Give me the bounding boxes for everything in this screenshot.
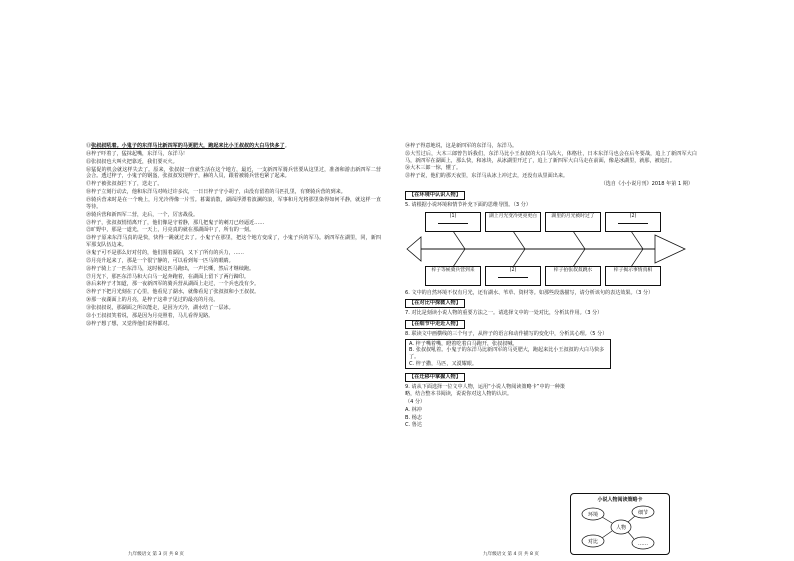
story-end-paragraph-2: ㉟大雪过后，大木三郎曾告诉我们，东洋马比小王叔叔的大白马高大，体格壮，日本东洋马也会在后冬要战，追上了新四军大白马，新四军在湖面上，那么快，和冰块，从冰湖里开过了，追上了新四军大白马走在前面，像是冰湖里，就那，被追打。: [405, 150, 697, 164]
question-5: 5. 请根据小说环境和情节补充下面的思维导图。（3 分）: [405, 201, 531, 208]
fish-tail: [407, 237, 421, 261]
story-paragraph-12: ㉔鬼子可不是那么好对付的，他们围着湖泊，又下了所有的兵力，……: [86, 249, 244, 256]
story-paragraph-1: ⑬张叔叔吼着。小鬼子的东洋马比新四军的马更肥大，跑起来比小王叔叔的大白马快多了。: [86, 143, 290, 149]
story-paragraph-2: ⑭梓子吓着了，猛抹起嘴，东洋马，东洋马！: [86, 150, 188, 157]
story-paragraph-4: ⑯猛促的机会就这样失去了。原来，张叔叔一直就生活在这个地方，最近，一支新四军骑兵营要从这里过，准备和游击新四军二营会合。透过梓子，小鬼子的钢盔，张叔叔发现梓子，赫的人员，跟着被骑兵营也紧了起来。: [86, 166, 381, 180]
story-end-paragraphs: [405, 143, 697, 180]
question-9: 9. 请从下面选择一位文中人物，运用“小说人物阅读策略卡”中的一种策略，结合整本书阅读，说说你对这人物的认识。: [405, 384, 565, 397]
story-paragraph-20: ㉜小王叔叔笑着说，那是因为月亮照着，马儿看得见路。: [86, 313, 214, 320]
source-citation: （选自《小小说月刊》2018 年第 1 期）: [600, 181, 693, 188]
question-9-score: （4 分）: [405, 398, 426, 405]
fish-box-bottom-4: 梓子揭示事情真相: [605, 266, 661, 286]
story-paragraph-10: ㉒旷野中，那是一道光，一天上，月亮真的就在那湖面中了，所有的一刻。: [86, 227, 255, 234]
fish-box-bottom-3: 梓子拍张叔叔跳水: [545, 266, 601, 286]
section-environment: 【在环境中认识人物】: [405, 191, 465, 200]
story-end-paragraph-1: ㉞梓子得意地说，这是新四军的东洋马，东洋马。: [405, 143, 518, 149]
fish-box-top-4: (2): [605, 212, 661, 232]
q9-option-a: A. 林冲: [405, 406, 422, 413]
story-end-paragraph-3: ㊱大木三郎一惊，懂了。: [405, 165, 462, 172]
story-paragraph-14: ㉖梓子骑上了一匹东洋马，这时候这匹马跑出，一声长嘶，然后才继续跑。: [86, 265, 255, 272]
card-node-1: 环境: [587, 512, 599, 518]
q9-option-b: B. 杨志: [405, 414, 422, 421]
story-paragraph-17: ㉙梓子下把月光刻在了心里，他看见了湖水，就像看见了张叔叔和小王叔叔。: [86, 289, 260, 296]
question-7: 7. 对比是刻读小说人物的重要方法之一。请选择文中的一处对比，分析其作用。（3 分）: [405, 310, 603, 317]
section-transfer: 【在迁移中掌握人物】: [405, 373, 465, 382]
story-paragraph-11: ㉓梓子原来东洋马真的是快，快得一跳就过去了。小鬼子在那里，把这个地方变成了，小鬼子兵的军马。新四军在湖里，同，新四军那支队伍边来。: [86, 235, 381, 249]
strategy-card-diagram: [571, 503, 671, 555]
story-paragraph-6: ⑱梓子立刻行动去，他和东洋马对峙过许多次，一日日梓子守小胡子，由没有留着的马匹扎里，有赛骑兵营的到来。: [86, 189, 346, 196]
left-footer: 九年级语文 第 3 页 共 8 页: [128, 552, 184, 557]
strategy-card: [570, 493, 670, 555]
story-paragraph-9: ㉑梓子，张叔叔悄悄离开了，他们像是守着静，那几把鬼子的刺刀已经逼近……: [86, 219, 265, 226]
story-paragraph-16: ㉘后来梓子才知道，那一夜新四军的骑兵营从湖面上走过，一个兵也没有少。: [86, 281, 260, 288]
q8-option-c: C. 梓子撒，马匹，又漠耀眼。: [409, 360, 477, 367]
question-6: 6. 文中的自然环境不仅有月光，还有湖水、苇草、资材等。如那些段落描写，请分析该句的表达效果。（3 分）: [405, 289, 654, 296]
story-paragraph-13: ㉕月亮升起来了，那是一个很宁静的，可以看到每一匹马的眼睛。: [86, 257, 234, 264]
card-node-3: 对比: [587, 539, 599, 545]
fish-box-bottom-2: (2): [485, 266, 541, 286]
question-8: 8. 联读文中画横线的三个句子，从梓子的语言和动作描写的变化中，分析其心理。（5 分）: [405, 330, 608, 337]
q9-option-c: C. 鲁达: [405, 422, 422, 429]
right-page: [397, 0, 794, 561]
fish-head: [655, 235, 685, 263]
left-text-column: [86, 143, 381, 329]
fish-box-top-2: 湖上月光变冷更亮更白: [485, 212, 541, 232]
story-end-paragraph-4: ㊲梓子说，他们的那天夜里，东洋马从冰上冲过去，还没有从里面出来。: [405, 173, 569, 180]
story-paragraph-21: ㉝梓子想了想，又觉得他们说得都对。: [86, 320, 173, 327]
fish-box-bottom-1: 梓子等候骑兵营到来: [425, 266, 481, 286]
story-paragraph-19: ㉛张叔叔说，那湖面之所以能走，是因为天冷，湖水结了一层冰。: [86, 305, 234, 312]
fishbone-diagram: [405, 211, 705, 287]
story-paragraph-8: ⑳骑兵营和新四军二营，走后，一个，厉害战役。: [86, 211, 199, 218]
card-node-2: 细节: [637, 510, 649, 516]
story-paragraph-18: ㉚那一夜湖面上的月亮，是梓子这辈子见过的最亮的月亮。: [86, 297, 219, 304]
q8-option-b: B. 张叔叔吼着。小鬼子的东洋马比新四军的马更肥大，跑起来比小王叔叔的大白马快多了。: [409, 347, 605, 361]
strategy-card-title: 小说人物阅读策略卡: [597, 497, 643, 503]
story-paragraph-15: ㉗月光下，那匹东洋马和大白马一起奔跑着，在湖面上留下了两行蹄印。: [86, 273, 250, 280]
story-paragraph-7: ⑲骑兵营来时是在一个晚上，月光冷得像一片雪。暮霭消散，湖面浮漂着波澜的浪，军事和月光将那里染得如何平静，就这样一直等待。: [86, 197, 381, 210]
card-node-4: ……: [638, 541, 648, 547]
right-footer: 九年级语文 第 4 页 共 8 页: [483, 552, 539, 557]
story-paragraph-5: ⑰梓子被张叔叔拦下了，送走了。: [86, 181, 163, 188]
question-8-options: [405, 339, 611, 370]
card-center: 人物: [615, 525, 627, 531]
q8-option-a: A. 梓子嘴着嘴，瞪着吃着白马跑开，张叔叔喊。: [409, 340, 518, 347]
section-detail: 【在细节中走近人物】: [405, 320, 465, 329]
section-contrast: 【在对比中探微人物】: [405, 299, 465, 308]
fish-box-top-1: (1): [425, 212, 481, 232]
right-text-column: [405, 143, 697, 430]
fish-box-top-3: 湖里的月光被时过了: [545, 212, 601, 232]
story-paragraph-3: ⑮张叔叔也大叫火把靠近，我们要灭火。: [86, 158, 178, 165]
